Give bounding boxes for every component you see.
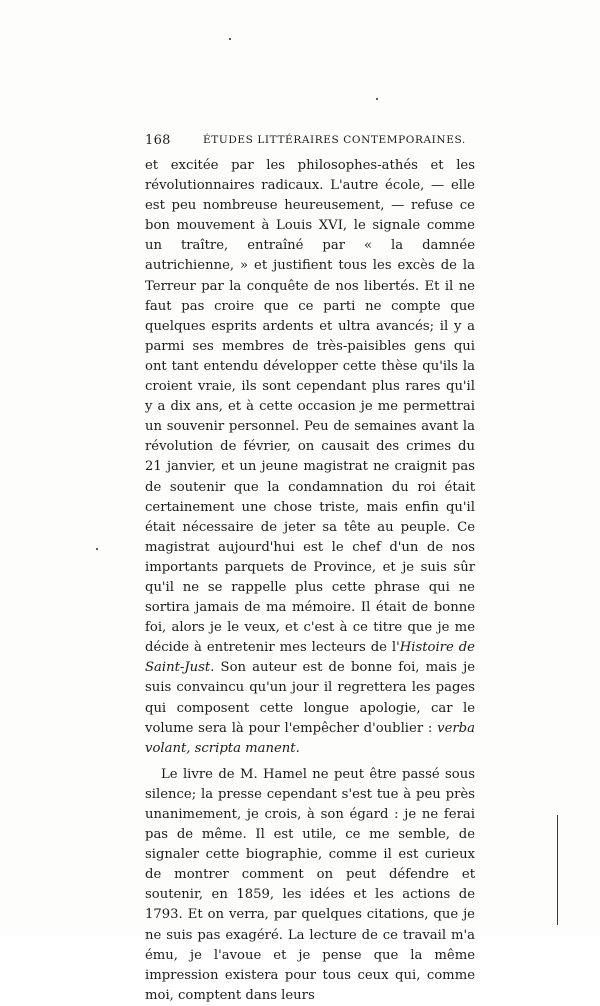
paragraph [145, 765, 475, 1006]
body-text [145, 156, 475, 1006]
paragraph-text: Le livre de M. Hamel ne peut être passé sous silence; la presse cependant s'est tue à peu près unanimement, je crois, à son égard : je ne ferai pas de même. Il est utile, ce me semble, de signaler cette biographie, comme il est curieux de montrer comment on peut défendre et soutenir, en 1859, les idées et les actions de 1793. Et on verra, par quelques citations, que je ne suis pas exagéré. La lecture de ce travail m'a ému, je l'avoue et je pense que la même impression existera pour tous ceux qui, comme moi, comptent dans leurs [145, 766, 475, 1003]
paragraph-text: . Son auteur est de bonne foi, mais je suis convaincu qu'un jour il regrettera les pages qui composent cette longue apologie, car le volume sera là pour l'empêcher d'oublier : [145, 660, 475, 736]
paragraph-text: et excitée par les philosophes-athés et les révolutionnaires radicaux. L'autre école, — elle est peu nombreuse heureusement, — refuse ce bon mouvement à Louis XVI, le signale comme un traître, entraîné par « la damnée autrichienne, » et justifient tous les excès de la Terreur par la conquête de nos libertés. Et il ne faut pas croire que ce parti ne compte que quelques esprits ardents et ultra avancés; il y a parmi ses membres de très-paisibles gens qui ont tant entendu développer cette thèse qu'ils la croient vraie, ils sont cependant plus rares qu'il y a dix ans, et à cette occasion je me permettrai un souvenir personnel. Peu de semaines avant la révolution de février, on causait des crimes du 21 janvier, et un jeune magistrat ne craignit pas de soutenir que la condamnation du roi était certainement une chose triste, mais enfin qu'il était nécessaire de jeter sa tête au peuple. Ce magistrat aujourd'hui est le chef d'un de nos importants parquets de Province, et je suis sûr qu'il ne se rappelle plus cette phrase qui ne sortira jamais de ma mémoire. Il était de bonne foi, alors je le veux, et c'est à ce titre que je me décide à entretenir mes lecteurs de l' [145, 158, 475, 656]
page-number: 168 [145, 133, 171, 148]
latin-quote: verba volant, scripta manent. [145, 720, 475, 756]
ink-speck [229, 38, 231, 40]
running-title: ÉTUDES LITTÉRAIRES CONTEMPORAINES. [203, 134, 466, 146]
ink-speck [96, 548, 98, 550]
book-title: Histoire de Saint-Just [145, 640, 475, 676]
paragraph [145, 156, 475, 759]
ink-speck [376, 98, 378, 100]
margin-mark [557, 815, 558, 925]
page-header [145, 133, 475, 151]
